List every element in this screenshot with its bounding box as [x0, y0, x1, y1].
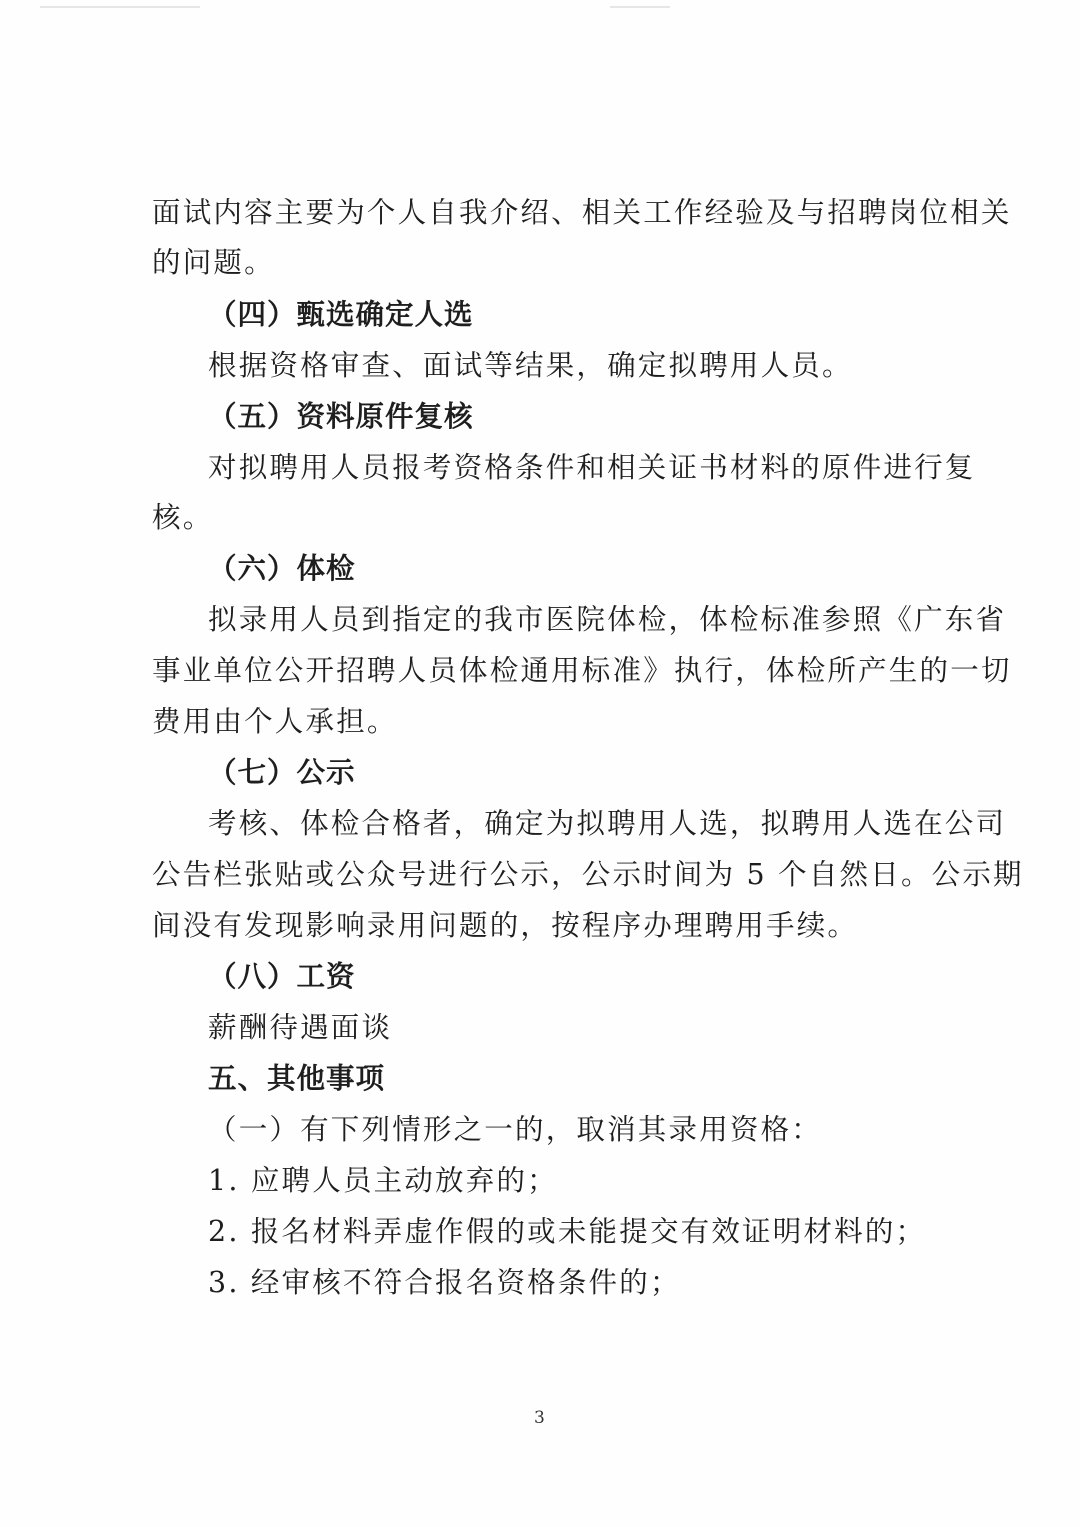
paragraph-line: 公告栏张贴或公众号进行公示，公示时间为 5 个自然日。公示期 — [152, 858, 1024, 891]
section-heading: （五）资料原件复核 — [208, 400, 474, 433]
section-heading: （六）体检 — [208, 552, 356, 585]
list-item: 1. 应聘人员主动放弃的； — [208, 1164, 558, 1197]
paragraph-line: 面试内容主要为个人自我介绍、相关工作经验及与招聘岗位相关 — [152, 196, 1012, 229]
section-heading: （四）甄选确定人选 — [208, 298, 474, 331]
scan-artifact — [40, 6, 200, 8]
paragraph-line: 间没有发现影响录用问题的，按程序办理聘用手续。 — [152, 909, 859, 942]
paragraph-line: 拟录用人员到指定的我市医院体检，体检标准参照《广东省 — [208, 603, 1007, 636]
section-heading: 五、其他事项 — [208, 1062, 386, 1095]
paragraph-line: 费用由个人承担。 — [152, 705, 398, 738]
section-heading: （七）公示 — [208, 756, 356, 789]
paragraph-line: 对拟聘用人员报考资格条件和相关证书材料的原件进行复 — [208, 451, 976, 484]
section-heading: （八）工资 — [208, 960, 356, 993]
list-item: 2. 报名材料弄虚作假的或未能提交有效证明材料的； — [208, 1215, 927, 1248]
paragraph-line: 核。 — [152, 501, 214, 534]
scan-artifact — [610, 6, 670, 8]
list-item: 3. 经审核不符合报名资格条件的； — [208, 1266, 681, 1299]
paragraph-line: 考核、体检合格者，确定为拟聘用人选，拟聘用人选在公司 — [208, 807, 1007, 840]
paragraph-line: 的问题。 — [152, 246, 275, 279]
paragraph-line: 事业单位公开招聘人员体检通用标准》执行，体检所产生的一切 — [152, 654, 1012, 687]
paragraph-line: 根据资格审查、面试等结果，确定拟聘用人员。 — [208, 349, 853, 382]
paragraph-line: （一）有下列情形之一的，取消其录用资格： — [208, 1113, 823, 1146]
page-number: 3 — [534, 1408, 545, 1428]
paragraph-line: 薪酬待遇面谈 — [208, 1011, 393, 1044]
